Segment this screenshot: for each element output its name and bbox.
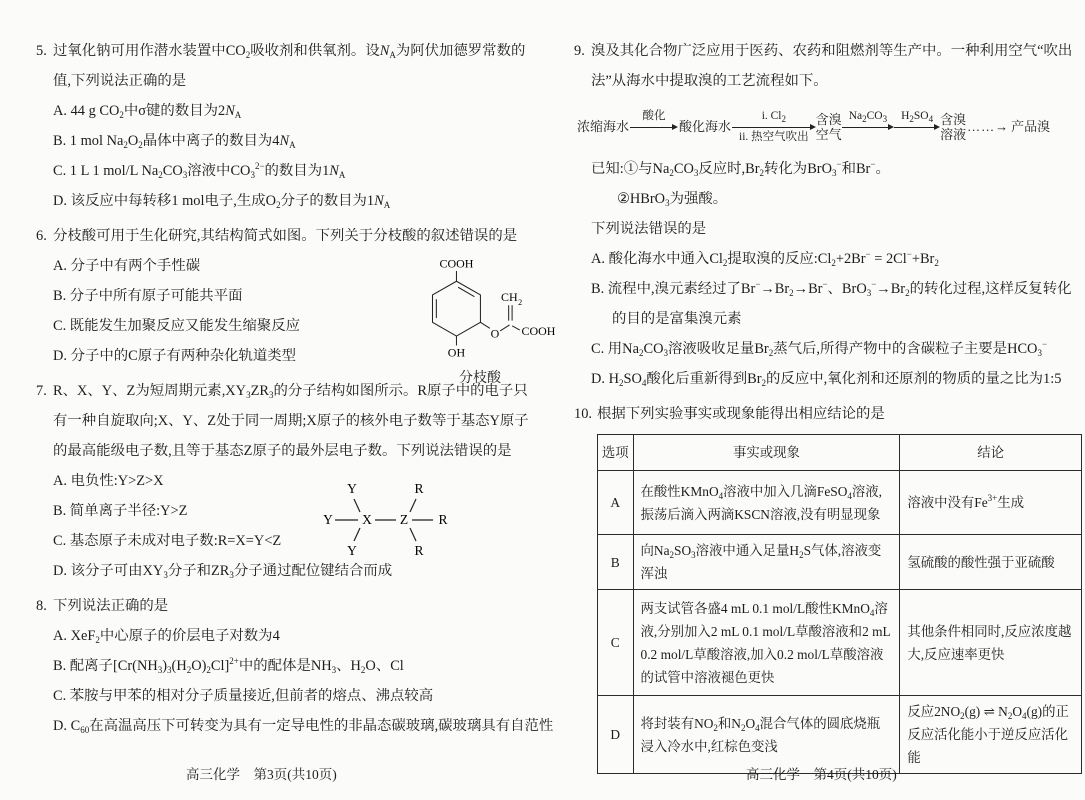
question-9 [574,36,1082,394]
atom-y-top: Y [347,481,357,496]
flow-node-line: 含溴 [940,112,967,127]
flow-node-concentrated-seawater: 浓缩海水 [577,119,630,134]
row-conclusion: 其他条件相同时,反应浓度越大,反应速率更快 [900,590,1082,696]
table-row [598,471,1082,535]
flow-node-line: 含溴 [815,112,842,127]
table-header-conclusion: 结论 [900,435,1082,471]
oh-label: OH [447,345,466,360]
flow-node-acidified-seawater: 酸化海水 [679,119,732,134]
ether-o-label: O [490,326,500,341]
row-option-letter: D [598,696,634,774]
option: D. $H_2SO_4$酸化后重新得到$Br_2$的反应中,氧化剂和还原剂的物质的量之比为1:5 [591,371,1062,388]
cooh-right-label: COOH [521,324,555,339]
option: D. 分子中的C原子有两种杂化轨道类型 [53,348,297,364]
arrow-label-bottom: ii. 热空气吹出 [739,131,809,143]
question-stem-text: R、X、Y、Z为短周期元素$,XY_3ZR_3$的分子结构如图所示。R原子中的电子只有一种自旋取向;X、Y、Z处于同一周期;X原子的核外电子数等于基态Y原子的最高能级电子数,且等于基态Z原子的最外层电子数。下列说法错误的是 [53,383,529,459]
question-stem [36,221,534,251]
flow-node-line: 空气 [815,127,842,142]
table-row [598,696,1082,774]
left-column [36,36,555,746]
question-number: 8. [36,598,47,614]
row-conclusion: 反应$2NO_2(g)$ ⇌ $N_2O_4(g)$的正反应活化能小于逆反应活化能 [900,696,1082,774]
cooh-top-label: COOH [439,259,474,271]
arrow-label-top: $Na_2CO_3$ [848,110,888,124]
flow-dotted-arrow: ……→ [967,119,1010,134]
page-footer-right: 高三化学 第4页(共10页) [746,767,897,782]
question-stem-text: 溴及其化合物广泛应用于医药、农药和阻燃剂等生产中。一种利用空气“吹出法”从海水中提取溴的工艺流程如下。 [591,43,1073,89]
structure-caption: 分枝酸 [459,371,501,386]
option: A. 酸化海水中通入$Cl_2$提取溴的反应$:Cl_2+2Br^- = 2Cl^-+Br_2$ [591,249,939,268]
right-column [574,36,1082,779]
arrow-shaft [630,123,678,131]
atom-r-bottom: R [414,543,424,558]
flow-node-line: 溶液 [940,127,967,142]
flow-node-bromine-solution [940,112,966,142]
arrow-label-top: 酸化 [642,110,666,122]
atom-x: X [362,512,372,527]
atom-z: Z [399,512,409,527]
arrow-label-bottom [647,131,661,144]
option: C. 1 L 1 mol/L $Na_2CO_3$溶液中$CO_3^{2-}$的数目为$1N_A$ [53,161,346,180]
option: B. 简单离子半径:Y>Z [53,503,188,519]
question-number: 9. [574,43,585,59]
question-number: 6. [36,228,47,244]
question-stem-text: 过氧化钠可用作潜水装置中$CO_2$吸收剂和供氧剂。设$N_A$为阿伏加德罗常数的值,下列说法正确的是 [53,43,526,89]
atom-r-right: R [438,512,448,527]
experiment-conclusion-table [597,434,1082,774]
option: A. 分子中有两个手性碳 [53,258,201,274]
row-option-letter: C [598,590,634,696]
question-prompt: 下列说法错误的是 [591,221,707,237]
option: C. 用$Na_2CO_3$溶液吸收足量$Br_2$蒸气后,所得产物中的含碳粒子主要是$HCO_3^-$ [591,339,1048,358]
question-stem [574,36,1082,96]
question-5 [36,36,534,216]
question-stem [36,376,534,466]
question-7 [36,376,534,586]
flow-arrow-sodium-carbonate [842,110,894,144]
bromine-extraction-process-flow [576,110,1082,144]
row-fact: 在酸性KMnO$_4$溶液中加入几滴FeSO$_4$溶液,振荡后滴入两滴KSCN溶液,没有明显现象 [633,471,900,535]
option: B. 1 mol $Na_2O_2$晶体中离子的数目为$4N_A$ [53,133,296,150]
arrow-label-bottom [910,131,924,144]
question-stem [36,36,534,96]
question-stem-text: 下列说法正确的是 [53,598,169,614]
flow-node-product-bromine: 产品溴 [1011,119,1051,134]
row-fact: 向$Na_2SO_3$溶液中通入足量$H_2S$气体,溶液变浑浊 [633,535,900,590]
flow-arrow-chlorine-hot-air [732,110,816,144]
question-10 [574,399,1082,774]
option: C. 既能发生加聚反应又能发生缩聚反应 [53,318,301,334]
atom-y-left: Y [323,512,333,527]
row-option-letter: B [598,535,634,590]
option: A. 44 g $CO_2$中σ键的数目为$2N_A$ [53,103,242,120]
flow-arrow-acidify [630,110,678,144]
question-number: 7. [36,383,47,399]
arrow-shaft [732,123,816,131]
table-header-fact: 事实或现象 [633,435,900,471]
atom-r-top: R [414,481,424,496]
table-header-row [598,435,1082,471]
option: D. 该分子可由$XY_3$分子和$ZR_3$分子通过配位键结合而成 [53,563,393,580]
arrow-label-top: i. $Cl_2$ [761,110,786,124]
question-stem-text: 分枝酸可用于生化研究,其结构简式如图。下列关于分枝酸的叙述错误的是 [53,228,518,244]
question-stem-text: 根据下列实验事实或现象能得出相应结论的是 [597,406,885,422]
option: D. 该反应中每转移1 mol电子,生成$O_2$分子的数目为$1N_A$ [53,193,391,210]
option: B. 配离子$[Cr(NH_3)_3(H_2O)_2Cl]^{2+}$中的配体是$NH_3$、$H_2O$、Cl [53,656,404,675]
flow-arrow-sulfuric-acid [894,110,940,144]
question-stem [574,399,1082,429]
atom-y-bottom: Y [347,543,357,558]
arrow-label-top: $H_2SO_4$ [901,110,934,124]
chorismic-acid-structure [405,259,555,388]
table-row [598,590,1082,696]
row-conclusion: 氢硫酸的酸性强于亚硫酸 [900,535,1082,590]
option: C. 基态原子未成对电子数:R=X=Y<Z [53,533,282,549]
known-condition-2: ②HBrO$_3$为强酸。 [617,191,728,208]
table-row [598,535,1082,590]
ch2-label: CH [500,289,518,304]
row-fact: 将封装有$NO_2$和$N_2O_4$混合气体的圆底烧瓶浸入冷水中,红棕色变浅 [633,696,900,774]
page-footer-left: 高三化学 第3页(共10页) [186,767,337,782]
question-number: 5. [36,43,47,59]
row-conclusion: 溶液中没有$Fe^{3+}$生成 [900,471,1082,535]
row-fact: 两支试管各盛4 mL 0.1 mol/L酸性KMnO$_4$溶液,分别加入2 mL 0.1 mol/L草酸溶液和2 mL 0.2 mol/L草酸溶液,加入0.2 mol/L草酸溶液的试管中溶液褪色更快 [633,590,900,696]
option: A. XeF$_2$中心原子的价层电子对数为4 [53,628,280,645]
ch2-subscript: 2 [518,298,523,308]
option: A. 电负性:Y>Z>X [53,473,164,489]
question-6 [36,221,555,386]
question-stem [36,591,534,621]
known-condition-1: 已知:①与$Na_2CO_3$反应时$,Br_2$转化为BrO$_3$−和Br−。 [591,159,890,178]
row-option-letter: A [598,471,634,535]
flow-node-bromine-laden-air [816,112,842,142]
option: D. $C_{60}$在高温高压下可转变为具有一定导电性的非晶态碳玻璃,碳玻璃具有自范性 [53,718,554,735]
chorismic-acid-structure-drawing [405,259,555,360]
question-number: 10. [574,406,592,422]
option: C. 苯胺与甲苯的相对分子质量接近,但前者的熔点、沸点较高 [53,688,434,704]
arrow-shaft [842,123,894,131]
arrow-label-bottom [861,131,875,144]
arrow-shaft [894,123,940,131]
option: B. 流程中,溴元素经过了$Br^-\to Br_2\to Br^-$、$BrO_3^-\to Br_2$的转化过程,这样反复转化的目的是富集溴元素 [591,279,1072,327]
question-8 [36,591,554,741]
xy3zr3-molecule-structure [318,475,453,571]
xy3zr3-structure-drawing [318,475,453,560]
table-header-option: 选项 [598,435,634,471]
option: B. 分子中所有原子可能共平面 [53,288,243,304]
